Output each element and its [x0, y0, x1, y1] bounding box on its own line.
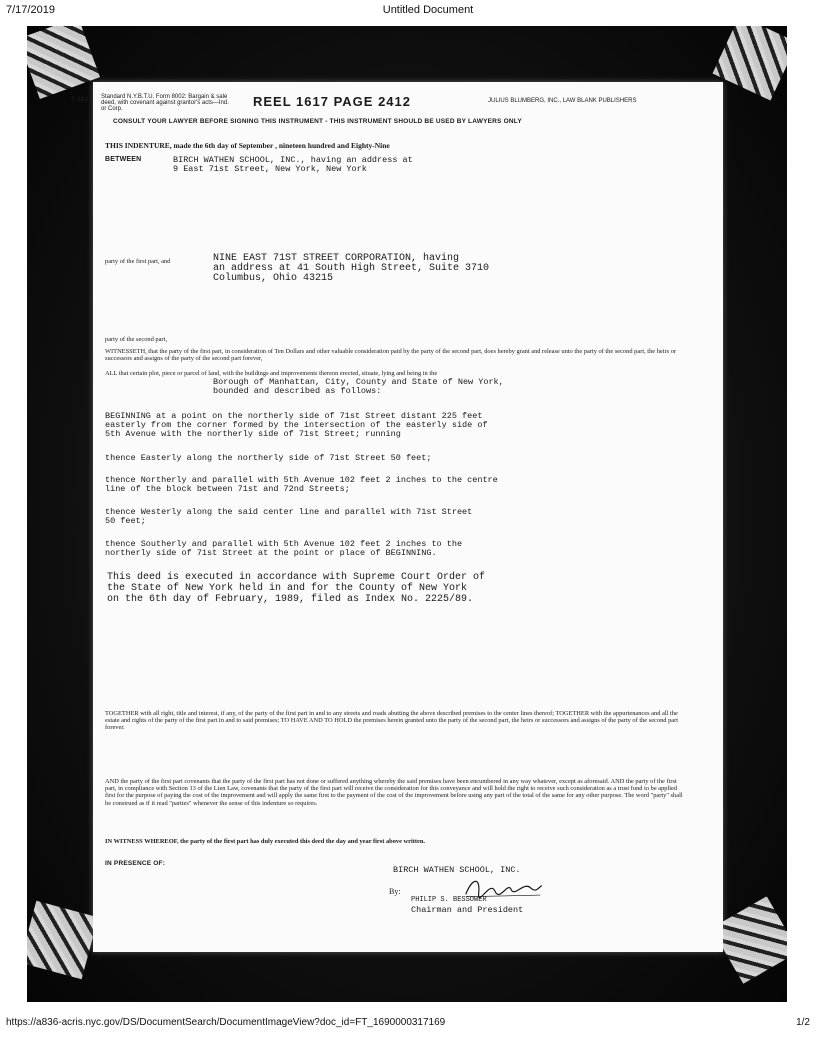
signer-name: PHILIP S. BESSOWER: [411, 896, 487, 904]
corner-tab-decoration: [27, 901, 98, 979]
reel-page-stamp: REEL 1617 PAGE 2412: [253, 94, 411, 109]
grantee: NINE EAST 71ST STREET CORPORATION, having an address at 41 South High Street, Suite 3710 Columbus, Ohio 43215: [213, 253, 490, 284]
legal-description-1: BEGINNING at a point on the northerly side of 71st Street distant 225 feet easterly from the corner formed by the intersection of the easterly side of 5th Avenue with the northerly side of 71st Street; running: [105, 411, 488, 439]
signer-title: Chairman and President: [411, 905, 524, 915]
second-part-label: party of the second part,: [105, 336, 167, 343]
witnesseth-clause: WITNESSETH, that the party of the first part, in consideration of Ten Dollars and other valuable consideration paid by the party of the second part, does hereby grant and release unto the party of the second part, the heirs or successors and assigns of the party of the second part forever,: [105, 348, 677, 363]
page-number: 1/2: [796, 1017, 810, 1028]
signer-org: BIRCH WATHEN SCHOOL, INC.: [393, 865, 521, 875]
in-witness-clause: IN WITNESS WHEREOF, the party of the first part has duly executed this deed the day and year first above written.: [105, 838, 426, 845]
form-line: Standard N.Y.B.T.U. Form 8002: Bargain & sale deed, with covenant against grantor's acts—Ind. or Corp.: [101, 94, 229, 112]
court-order-clause: This deed is executed in accordance with Supreme Court Order of the State of New York held in and for the County of New York on the 6th day of February, 1989, filed as Index No. 2225/89.: [107, 572, 486, 605]
legal-description-3: thence Northerly and parallel with 5th Avenue 102 feet 2 inches to the centre line of the block between 71st and 72nd Streets;: [105, 475, 498, 494]
page-url: https://a836-acris.nyc.gov/DS/DocumentSearch/DocumentImageView?doc_id=FT_1690000317169: [6, 1017, 446, 1028]
all-that-clause: ALL that certain plot, piece or parcel of land, with the buildings and improvements thereon erected, situate, lying and being in the: [105, 370, 438, 377]
by-label: By:: [389, 887, 401, 896]
publisher: JULIUS BLUMBERG, INC., LAW BLANK PUBLISHERS: [488, 98, 637, 104]
corner-tab-decoration: [27, 26, 100, 99]
grantor: BIRCH WATHEN SCHOOL, INC., having an address at 9 East 71st Street, New York, New York: [173, 155, 413, 174]
legal-description-5: thence Southerly and parallel with 5th Avenue 102 feet 2 inches to the northerly side of 71st Street at the point or place of BEGINNING.: [105, 539, 463, 558]
between-label: BETWEEN: [105, 156, 142, 163]
corner-tab-decoration: [712, 26, 787, 101]
presence-label: IN PRESENCE OF:: [105, 860, 166, 867]
first-part-label: party of the first part, and: [105, 258, 171, 265]
together-clause: TOGETHER with all right, title and interest, if any, of the party of the first part in and to any streets and roads abutting the above described premises to the center lines thereof; TOGETHER with the appurtenances and all the estate and rights of the party of the first part in and to said premises; TO HAVE AND TO HOLD the premises herein granted unto the party of the second part, the heirs or successors and assigns of the party of the second part forever.: [105, 710, 679, 732]
indenture-line: THIS INDENTURE, made the 6th day of September , nineteen hundred and Eighty-Nine: [105, 141, 390, 150]
legal-description-4: thence Westerly along the said center line and parallel with 71st Street 50 feet;: [105, 507, 473, 526]
browser-title: Untitled Document: [382, 4, 474, 16]
scanned-image: [27, 26, 787, 1002]
covenant-clause: AND the party of the first part covenants that the party of the first part has not done or suffered anything whereby the said premises have been encumbered in any way whatever, except as aforesaid. AND the party of the first part, in compliance with Section 13 of the Lien Law, covenants that the party of the first part will receive the consideration for this conveyance and will hold the right to receive such consideration as a trust fund to be applied first for the purpose of paying the cost of the improvement and will apply the same first to the payment of the cost of the improvement before using any part of the total of the same for any other purpose. The word "party" shall be construed as if it read "parties" whenever the sense of this indenture so requires.: [105, 778, 683, 807]
form-code: T 681: [71, 96, 89, 103]
browser-date: 7/17/2019: [6, 4, 55, 16]
legal-description-2: thence Easterly along the northerly side of 71st Street 50 feet;: [105, 453, 432, 463]
deed-page: [71, 82, 723, 952]
consult-notice: CONSULT YOUR LAWYER BEFORE SIGNING THIS INSTRUMENT - THIS INSTRUMENT SHOULD BE USED BY LAWYERS ONLY: [113, 118, 522, 125]
location: Borough of Manhattan, City, County and State of New York, bounded and described as follows:: [213, 377, 504, 396]
